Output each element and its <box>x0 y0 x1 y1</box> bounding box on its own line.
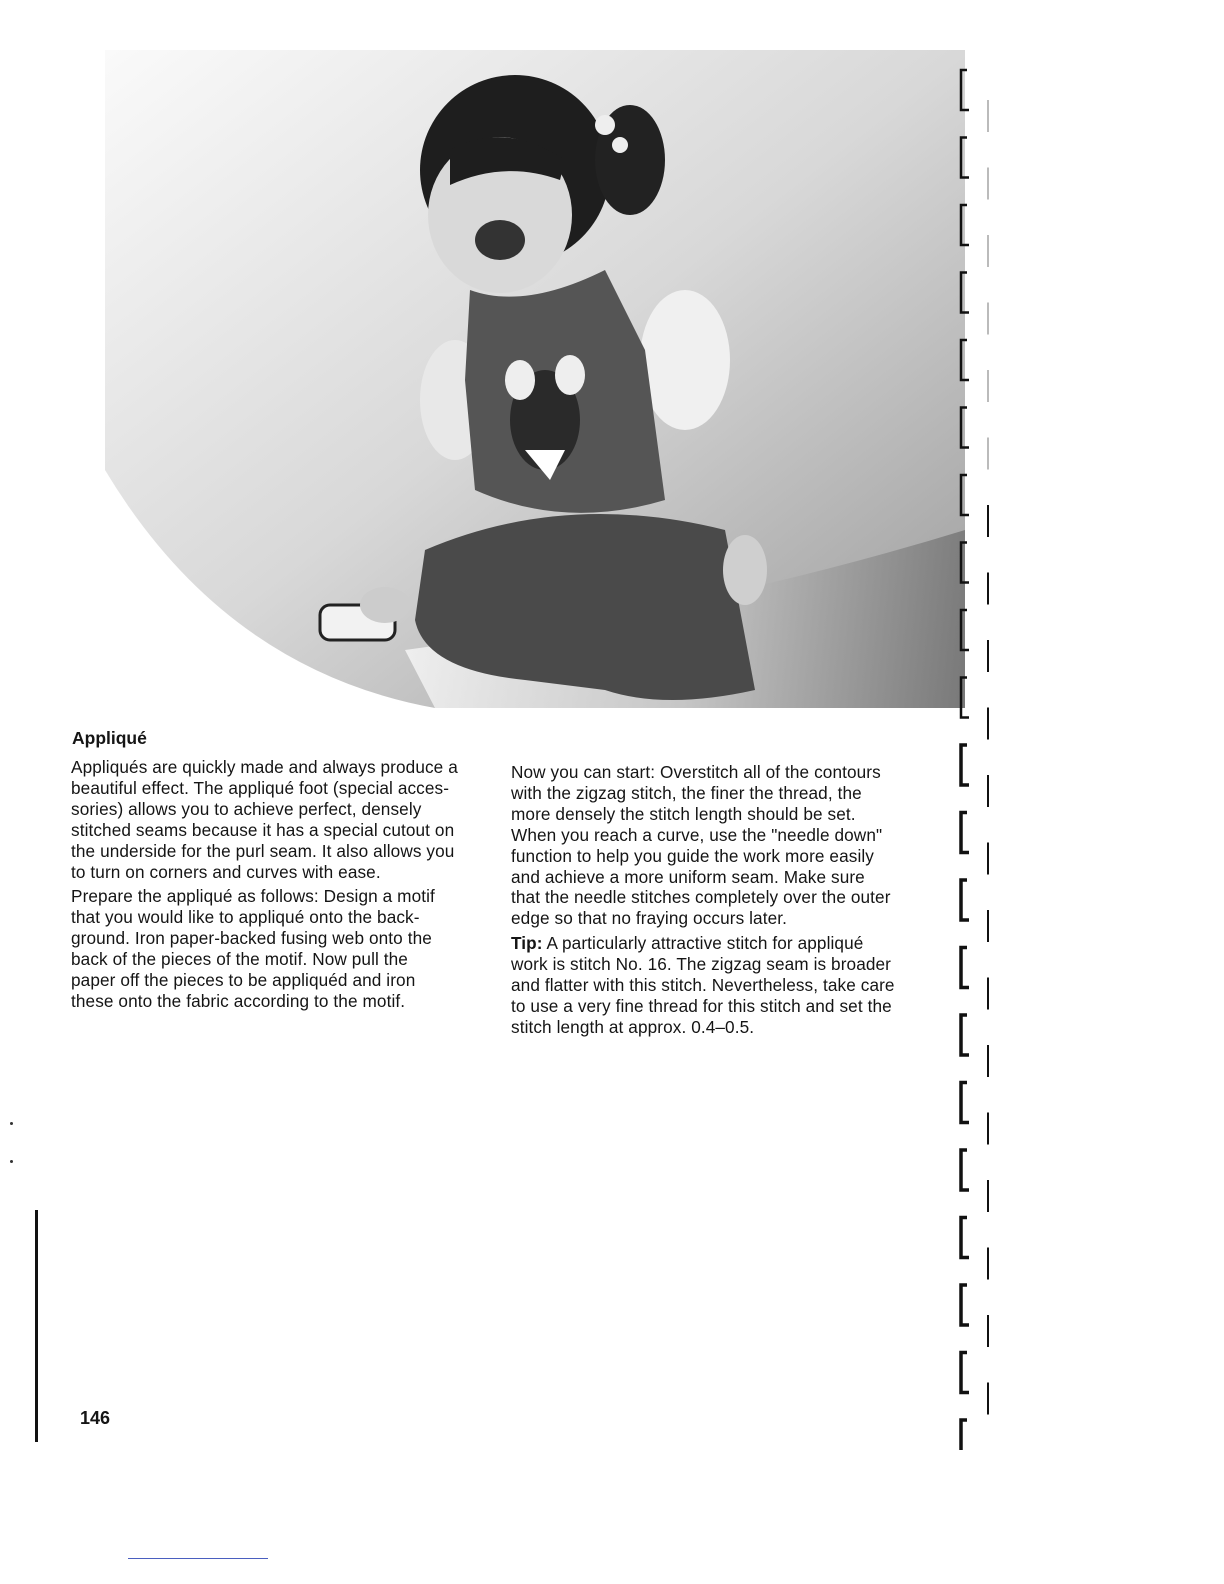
paragraph <box>511 762 895 929</box>
binding-bracket <box>961 340 969 380</box>
binding-bracket <box>961 70 969 110</box>
binding-bracket <box>961 1353 969 1393</box>
text-line: that the needle stitches completely over the outer <box>511 887 891 908</box>
text-line: edge so that no fraying occurs later. <box>511 908 787 929</box>
text-line: more densely the stitch length should be set. <box>511 803 856 824</box>
binding-bracket <box>961 543 969 583</box>
text-line: stitched seams because it has a special cutout on <box>71 819 455 840</box>
binding-bracket <box>961 1015 969 1055</box>
photo-child-in-applique-overalls <box>105 50 965 708</box>
text-line: and flatter with this stitch. Nevertheless, take care <box>511 975 895 996</box>
text-line: that you would like to appliqué onto the back- <box>71 907 420 928</box>
text-line: Now you can start: Overstitch all of the contours <box>511 762 881 782</box>
text-line: work is stitch No. 16. The zigzag seam is broader <box>511 954 892 975</box>
binding-bracket <box>961 610 969 650</box>
right-column-text <box>511 762 895 1042</box>
left-column-text <box>71 757 458 1016</box>
text-line: and achieve a more uniform seam. Make sure <box>511 866 865 887</box>
binding-bracket <box>961 678 969 718</box>
text-line: ground. Iron paper-backed fusing web onto the <box>71 928 432 949</box>
paragraph <box>71 757 458 882</box>
text-line: A particularly attractive stitch for appliqué <box>542 933 864 954</box>
binding-bracket <box>961 1083 969 1123</box>
text-line: sories) allows you to achieve perfect, densely <box>71 798 422 819</box>
binding-bracket <box>961 1285 969 1325</box>
binding-bracket <box>961 1218 969 1258</box>
text-line: When you reach a curve, use the "needle down" <box>511 824 883 845</box>
margin-rule <box>35 1210 38 1442</box>
binding-bracket <box>961 138 969 178</box>
tip-label: Tip: <box>511 933 543 954</box>
text-line: with the zigzag stitch, the finer the thread, the <box>511 782 862 803</box>
binding-bracket <box>961 273 969 313</box>
binding-bracket <box>961 813 969 853</box>
text-line: paper off the pieces to be appliquéd and iron <box>71 970 416 991</box>
binding-bracket <box>961 205 969 245</box>
binding-bracket <box>961 948 969 988</box>
binding-bracket <box>961 408 969 448</box>
scan-speck <box>10 1122 13 1125</box>
text-line: function to help you guide the work more easily <box>511 845 874 866</box>
text-line: Appliqués are quickly made and always produce a <box>71 757 458 777</box>
footer-rule <box>128 1558 268 1559</box>
text-line: to use a very fine thread for this stitch and set the <box>511 995 892 1016</box>
binding-bracket <box>961 475 969 515</box>
binding-bracket <box>961 880 969 920</box>
binding-bracket <box>961 1420 969 1450</box>
text-line: the underside for the purl seam. It also allows you <box>71 840 455 861</box>
text-line: Prepare the appliqué as follows: Design a motif <box>71 886 435 907</box>
paragraph <box>71 886 458 1011</box>
scan-speck <box>10 1160 13 1163</box>
text-line: these onto the fabric according to the motif. <box>71 990 406 1011</box>
text-line: stitch length at approx. 0.4–0.5. <box>511 1016 755 1037</box>
text-line: back of the pieces of the motif. Now pull the <box>71 949 408 970</box>
tip-paragraph <box>511 933 895 1038</box>
binding-holes <box>955 60 1005 1450</box>
page-number: 146 <box>80 1408 111 1428</box>
binding-bracket <box>961 1150 969 1190</box>
binding-bracket <box>961 745 969 785</box>
section-heading: Appliqué <box>72 728 147 748</box>
text-line: beautiful effect. The appliqué foot (special acces- <box>71 777 450 798</box>
text-line: to turn on corners and curves with ease. <box>71 861 381 882</box>
